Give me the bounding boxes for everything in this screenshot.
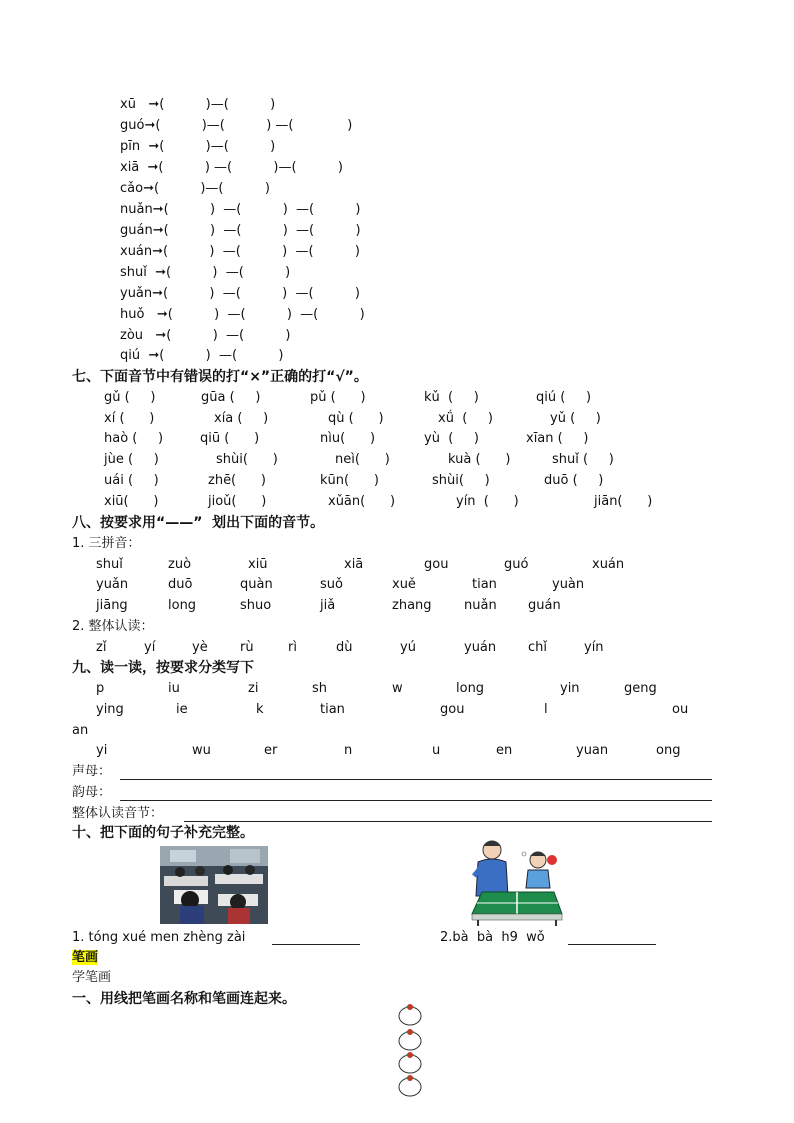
s7-item: nìu( ) — [320, 431, 376, 446]
s6-row: cǎo➞( )—( ) — [120, 181, 270, 196]
s7-item: yù ( ) — [424, 431, 480, 446]
s6-row: shuǐ ➞( ) —( ) — [120, 265, 291, 280]
syllable: yín — [584, 640, 604, 655]
s7-item: zhē( ) — [208, 473, 266, 488]
sentence-1-blank[interactable] — [272, 944, 360, 945]
phonic: u — [432, 743, 441, 758]
yunmu-label: 韵母： — [72, 785, 112, 800]
syllable: yí — [144, 640, 156, 655]
s7-item: duō ( ) — [544, 473, 604, 488]
s7-item: yín ( ) — [456, 494, 519, 509]
syllable: gou — [424, 557, 449, 572]
sentence-2: 2.bà bà h9 wǒ — [440, 930, 545, 945]
syllable: guó — [504, 557, 529, 572]
s7-item: kuà ( ) — [448, 452, 511, 467]
syllable: suǒ — [320, 577, 343, 592]
zhengti-answer-line[interactable] — [184, 821, 712, 822]
s7-item: xía ( ) — [214, 411, 269, 426]
s7-item: qù ( ) — [328, 411, 384, 426]
syllable: yè — [192, 640, 208, 655]
syllable: yuàn — [552, 577, 585, 592]
syllable: jiāng — [96, 598, 128, 613]
sentence-2-blank[interactable] — [568, 944, 656, 945]
s7-item: shuǐ ( ) — [552, 452, 614, 467]
s6-row: xiā ➞( ) —( )—( ) — [120, 160, 343, 175]
phonic: gou — [440, 702, 465, 717]
phonic: ou — [672, 702, 689, 717]
shengmu-label: 声母： — [72, 764, 112, 779]
s7-item: haò ( ) — [104, 431, 164, 446]
s6-row: xū ➞( )—( ) — [120, 97, 276, 112]
s6-row: guán➞( ) —( ) —( ) — [120, 223, 361, 238]
syllable: shuo — [240, 598, 272, 613]
syllable: guán — [528, 598, 561, 613]
s7-item: xí ( ) — [104, 411, 155, 426]
phonic: sh — [312, 681, 328, 696]
phonic: geng — [624, 681, 657, 696]
stroke-title-text: 笔画 — [72, 950, 99, 965]
syllable: xuě — [392, 577, 416, 592]
syllable: rù — [240, 640, 254, 655]
syllable: yuǎn — [96, 577, 129, 592]
syllable: duō — [168, 577, 193, 592]
phonic: er — [264, 743, 278, 758]
s7-item: jùe ( ) — [104, 452, 159, 467]
zhengti-label: 整体认读音节： — [72, 806, 164, 821]
s7-item: uái ( ) — [104, 473, 159, 488]
s7-item: jiān( ) — [594, 494, 653, 509]
stroke-title — [72, 949, 98, 967]
s6-row: nuǎn➞( ) —( ) —( ) — [120, 202, 361, 217]
s7-item: qiū ( ) — [200, 431, 260, 446]
s6-row: xuán➞( ) —( ) —( ) — [120, 244, 360, 259]
syllable: zuò — [168, 557, 192, 572]
syllable: yú — [400, 640, 416, 655]
s7-item: xiū( ) — [104, 494, 159, 509]
apple-icon — [396, 1050, 424, 1074]
phonic: iu — [168, 681, 180, 696]
syllable: chǐ — [528, 640, 547, 655]
syllable: shuǐ — [96, 557, 123, 572]
s6-row: pīn ➞( )—( ) — [120, 139, 276, 154]
phonic: en — [496, 743, 513, 758]
s7-item: shùi( ) — [432, 473, 490, 488]
syllable: nuǎn — [464, 598, 497, 613]
s6-row: guó➞( )—( ) —( ) — [120, 118, 353, 133]
apple-icon — [396, 1002, 424, 1026]
phonic: n — [344, 743, 353, 758]
syllable: long — [168, 598, 197, 613]
stroke-task: 一、用线把笔画名称和笔画连起来。 — [72, 991, 296, 1007]
phonic: w — [392, 681, 403, 696]
section8-heading: 八、按要求用“——” 划出下面的音节。 — [72, 515, 325, 531]
phonic: ie — [176, 702, 188, 717]
table-tennis-illustration — [468, 836, 566, 926]
s7-item: xīan ( ) — [526, 431, 589, 446]
syllable: yuán — [464, 640, 497, 655]
syllable: quàn — [240, 577, 273, 592]
classroom-photo — [160, 846, 268, 924]
phonic: zi — [248, 681, 259, 696]
phonic: yi — [96, 743, 108, 758]
phonic: k — [256, 702, 264, 717]
shengmu-answer-line[interactable] — [120, 779, 712, 780]
phonic: ying — [96, 702, 124, 717]
section10-heading: 十、把下面的句子补充完整。 — [72, 825, 254, 841]
section7-heading: 七、下面音节中有错误的打“×”正确的打“√”。 — [72, 369, 368, 385]
syllable: rì — [288, 640, 297, 655]
s6-row: zòu ➞( ) —( ) — [120, 328, 291, 343]
apple-icon — [396, 1027, 424, 1051]
apple-icon — [396, 1073, 424, 1097]
s7-item: gǔ ( ) — [104, 390, 156, 405]
s7-item: pǔ ( ) — [310, 390, 366, 405]
phonic: an — [72, 723, 89, 738]
section8-sub1-label: 1. 三拼音： — [72, 536, 141, 551]
s7-item: gūa ( ) — [201, 390, 261, 405]
syllable: zhang — [392, 598, 432, 613]
syllable: dù — [336, 640, 353, 655]
s7-item: neì( ) — [335, 452, 390, 467]
section9-heading: 九、读一读，按要求分类写下 — [72, 660, 254, 676]
s7-item: qiú ( ) — [536, 390, 592, 405]
syllable: xiā — [344, 557, 364, 572]
s7-item: kūn( ) — [320, 473, 379, 488]
syllable: zǐ — [96, 640, 107, 655]
phonic: yin — [560, 681, 580, 696]
s7-item: shùi( ) — [216, 452, 278, 467]
section8-sub2-label: 2. 整体认读： — [72, 619, 154, 634]
s6-row: yuǎn➞( ) —( ) —( ) — [120, 286, 360, 301]
phonic: l — [544, 702, 548, 717]
syllable: xiū — [248, 557, 268, 572]
s7-item: xǔān( ) — [328, 494, 396, 509]
sentence-1: 1. tóng xué men zhèng zài — [72, 930, 246, 945]
phonic: yuan — [576, 743, 609, 758]
syllable: xuán — [592, 557, 625, 572]
s6-row: huǒ ➞( ) —( ) —( ) — [120, 307, 365, 322]
s7-item: yǔ ( ) — [550, 411, 601, 426]
phonic: long — [456, 681, 485, 696]
phonic: wu — [192, 743, 211, 758]
phonic: ong — [656, 743, 681, 758]
stroke-subtitle: 学笔画 — [72, 970, 112, 985]
s6-row: qiú ➞( ) —( ) — [120, 348, 284, 363]
yunmu-answer-line[interactable] — [120, 800, 712, 801]
s7-item: jioǔ( ) — [208, 494, 267, 509]
s7-item: xǘ ( ) — [438, 411, 494, 426]
syllable: tian — [472, 577, 497, 592]
phonic: p — [96, 681, 105, 696]
syllable: jiǎ — [320, 598, 336, 613]
s7-item: kǔ ( ) — [424, 390, 479, 405]
phonic: tian — [320, 702, 345, 717]
